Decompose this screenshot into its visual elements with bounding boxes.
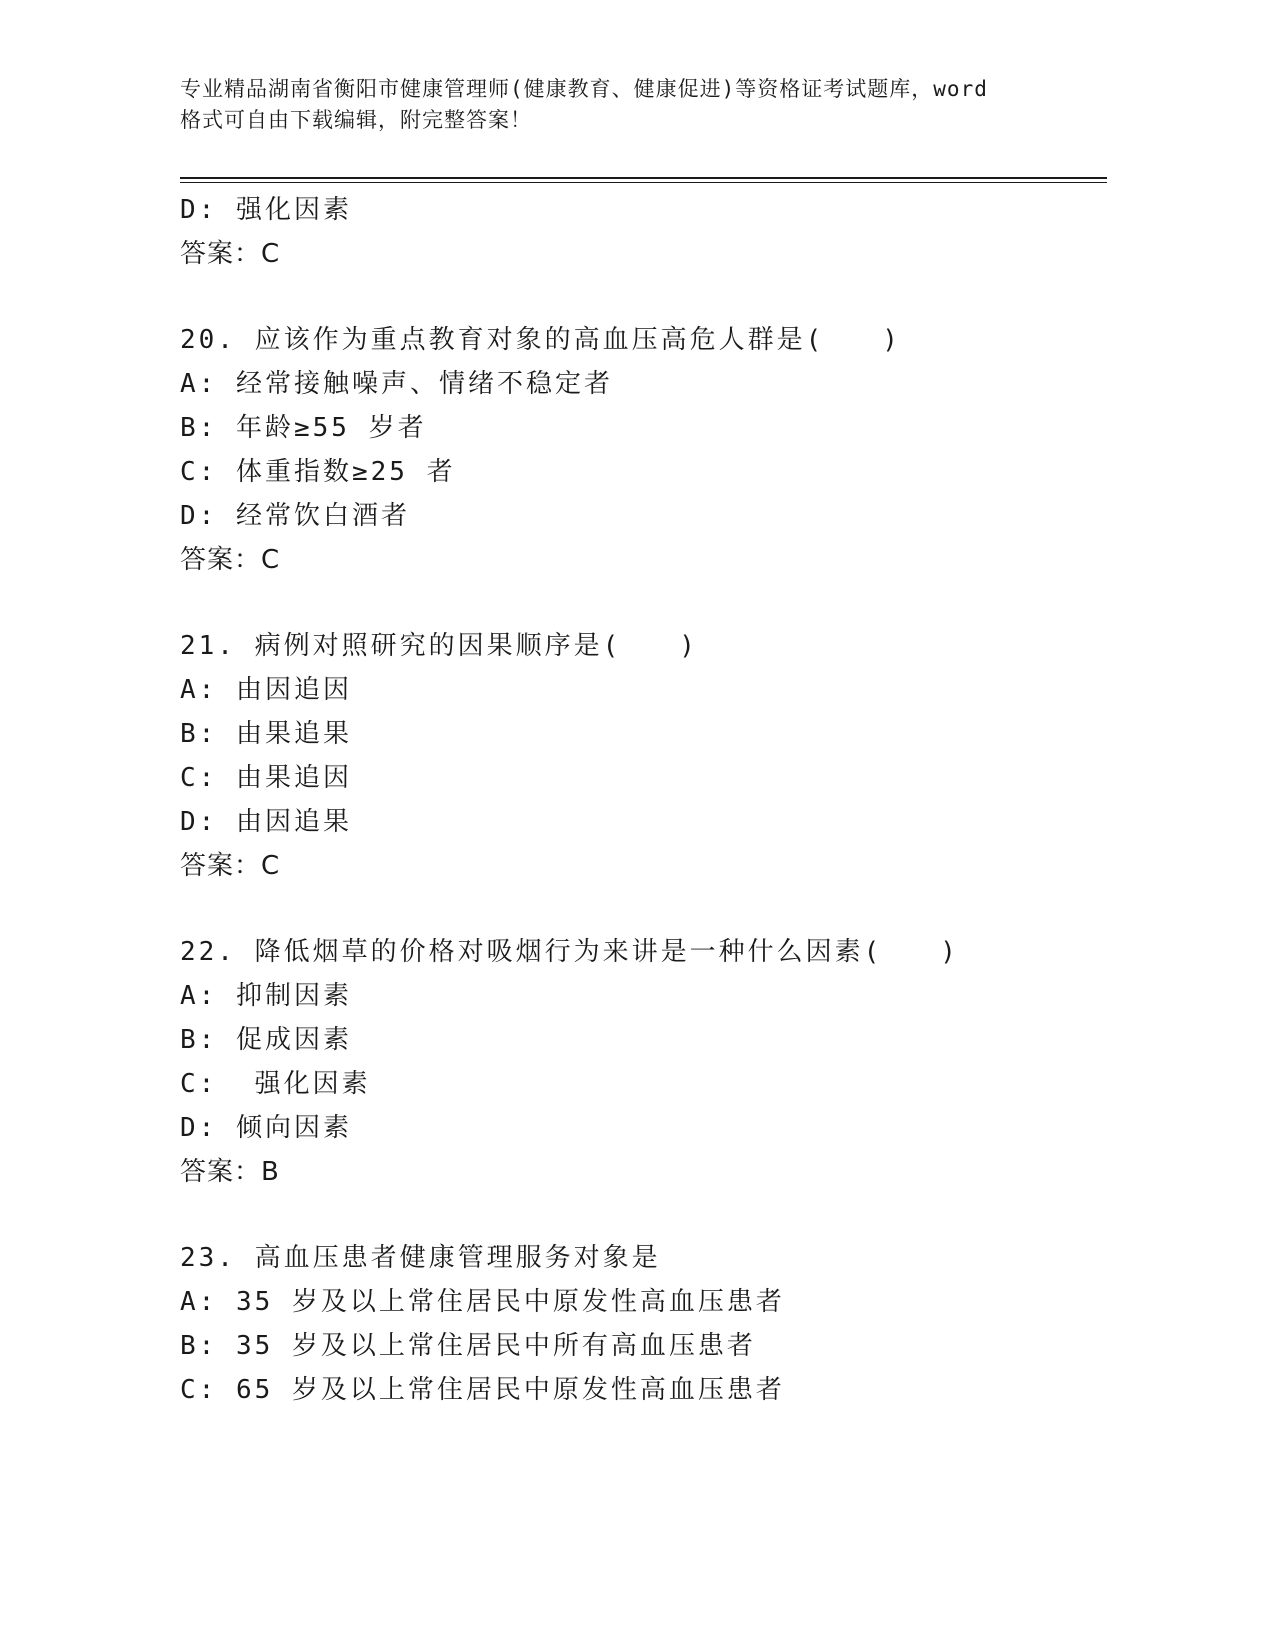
option-b: B: 促成因素	[180, 1025, 352, 1055]
question-21	[180, 624, 1107, 888]
header-divider-thick	[180, 177, 1107, 179]
option-b: B: 由果追果	[180, 719, 352, 749]
header-divider-thin	[180, 182, 1107, 183]
option-d: D: 强化因素	[180, 195, 352, 225]
header-line-1: 专业精品湖南省衡阳市健康管理师(健康教育、健康促进)等资格证考试题库，word	[180, 77, 988, 101]
answer-line: 答案：C	[180, 851, 281, 881]
question-stem: 20. 应该作为重点教育对象的高血压高危人群是( )	[180, 325, 901, 355]
spacer	[180, 1194, 1107, 1236]
header-line-2: 格式可自由下载编辑，附完整答案！	[180, 108, 532, 132]
spacer	[180, 276, 1107, 318]
option-a: A: 由因追因	[180, 675, 352, 705]
question-stem: 22. 降低烟草的价格对吸烟行为来讲是一种什么因素( )	[180, 937, 959, 967]
question-22	[180, 930, 1107, 1194]
question-stem: 23. 高血压患者健康管理服务对象是	[180, 1243, 661, 1273]
question-stem: 21. 病例对照研究的因果顺序是( )	[180, 631, 698, 661]
option-d: D: 倾向因素	[180, 1113, 352, 1143]
question-23	[180, 1236, 1107, 1412]
previous-question-tail	[180, 188, 1107, 276]
answer-line: 答案：C	[180, 545, 281, 575]
option-d: D: 经常饮白酒者	[180, 501, 410, 531]
option-a: A: 抑制因素	[180, 981, 352, 1011]
page-header	[180, 74, 1080, 136]
option-a: A: 经常接触噪声、情绪不稳定者	[180, 369, 613, 399]
answer-line: 答案：B	[180, 1157, 280, 1187]
spacer	[180, 888, 1107, 930]
option-c: C: 强化因素	[180, 1069, 371, 1099]
option-b: B: 年龄≥55 岁者	[180, 413, 427, 443]
option-d: D: 由因追果	[180, 807, 352, 837]
option-a: A: 35 岁及以上常住居民中原发性高血压患者	[180, 1287, 785, 1317]
answer-line: 答案：C	[180, 239, 281, 269]
option-c: C: 体重指数≥25 者	[180, 457, 456, 487]
question-list	[180, 188, 1107, 1412]
question-20	[180, 318, 1107, 582]
option-b: B: 35 岁及以上常住居民中所有高血压患者	[180, 1331, 756, 1361]
spacer	[180, 582, 1107, 624]
option-c: C: 65 岁及以上常住居民中原发性高血压患者	[180, 1375, 785, 1405]
option-c: C: 由果追因	[180, 763, 352, 793]
